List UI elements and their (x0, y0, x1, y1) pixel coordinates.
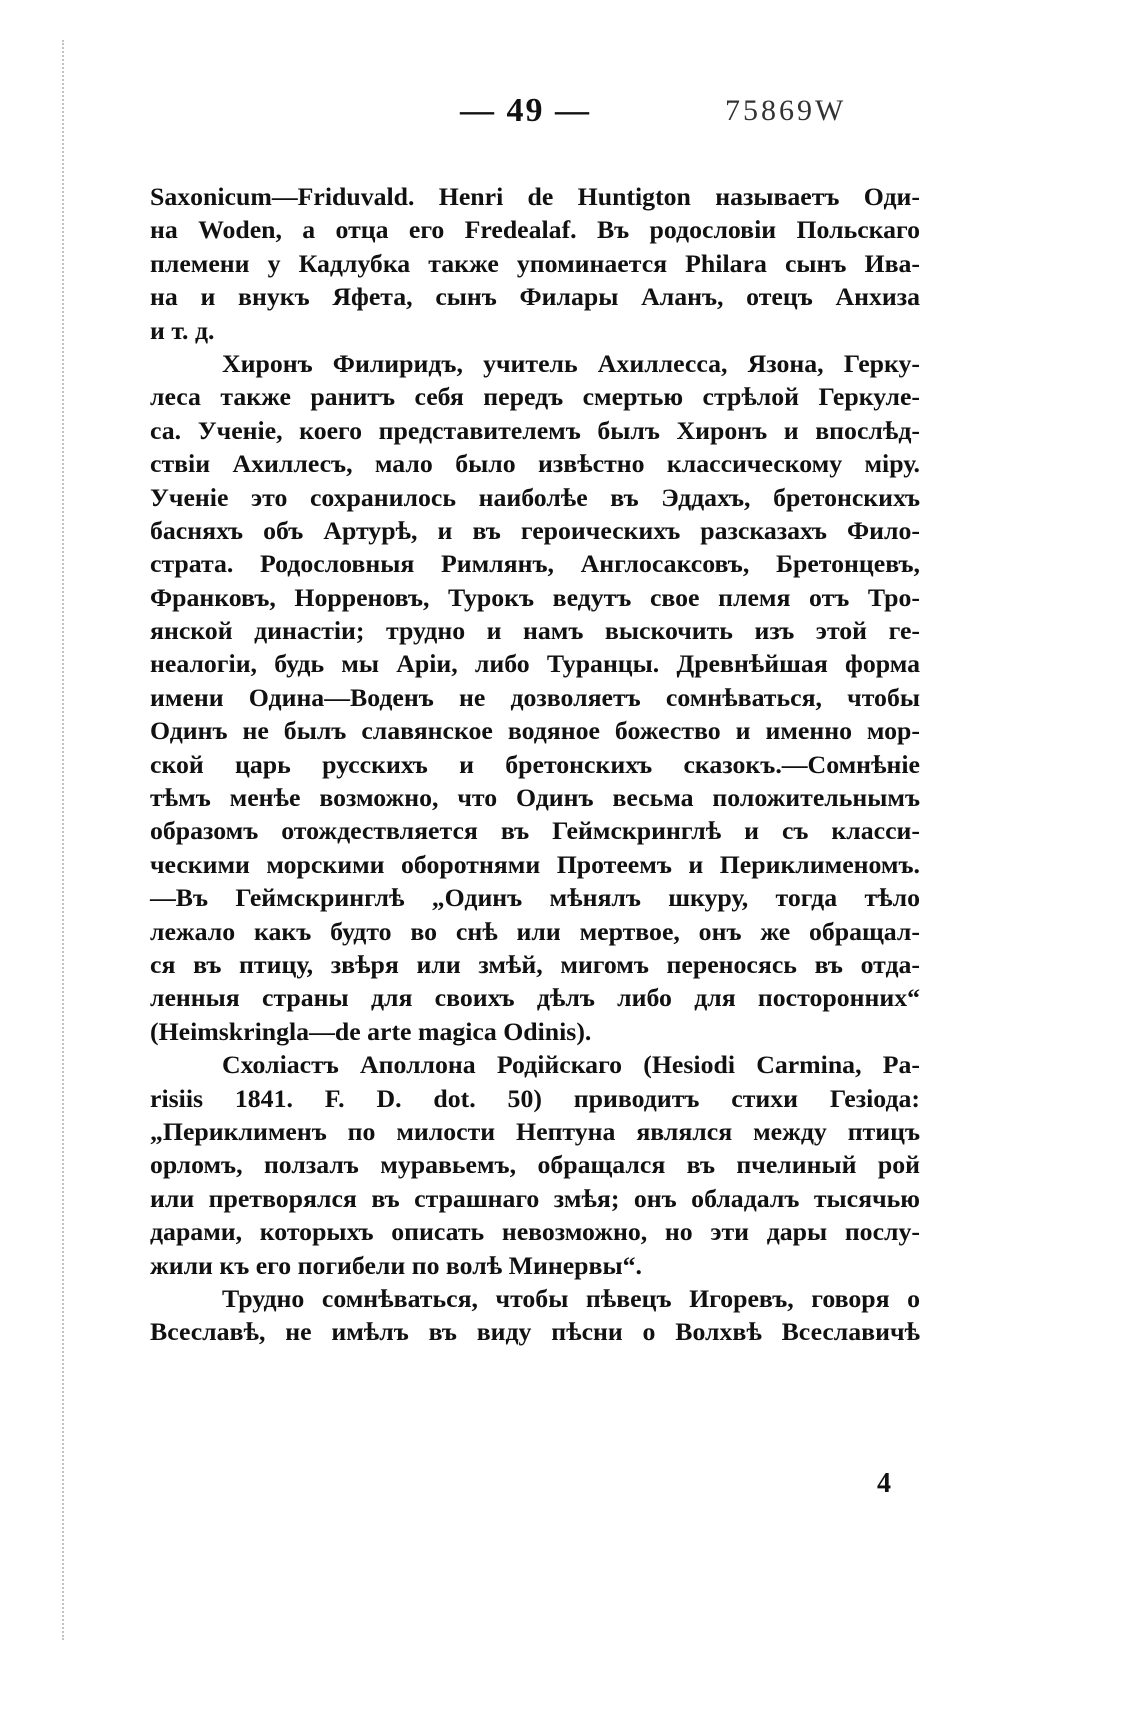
text-line: страта. Родословныя Римлянъ, Англосаксовъ, Бретонцевъ, (150, 549, 920, 579)
text-line: risiis 1841. F. D. dot. 50) приводитъ стихи Гезіода: (150, 1083, 920, 1113)
body-text (150, 180, 920, 1349)
text-line: —Въ Геймскринглѣ „Одинъ мѣнялъ шкуру, тогда тѣло (150, 883, 920, 913)
text-line: Ученіе это сохранилось наиболѣе въ Эддахъ, бретонскихъ (150, 482, 920, 512)
paragraph-start-line: Схоліастъ Аполлона Родійскаго (Hesiodi Carmina, Pa- (222, 1050, 920, 1080)
text-line: лежало какъ будто во снѣ или мертвое, онъ же обращал- (150, 916, 920, 946)
text-line: ческими морскими оборотнями Протеемъ и Периклименомъ. (150, 849, 920, 879)
text-line: на и внукъ Яфета, сынъ Филары Аланъ, отецъ Анхиза (150, 282, 920, 312)
text-line: леса также ранитъ себя передъ смертью стрѣлой Геркуле- (150, 382, 920, 412)
text-line: Одинъ не былъ славянское водяное божество и именно мор- (150, 716, 920, 746)
text-line: ствіи Ахиллесъ, мало было извѣстно классическому міру. (150, 449, 920, 479)
text-line: жили къ его погибели по волѣ Минервы“. (150, 1250, 642, 1280)
text-line: Франковъ, Норреновъ, Турокъ ведутъ свое племя отъ Тро- (150, 582, 920, 612)
text-line: янской династіи; трудно и намъ выскочить изъ этой ге- (150, 616, 920, 646)
text-line: ся въ птицу, звѣря или змѣй, мигомъ переносясь въ отда- (150, 949, 920, 979)
text-line: или претворялся въ страшнаго змѣя; онъ обладалъ тысячью (150, 1183, 920, 1213)
scan-margin-artifact (62, 40, 78, 1640)
text-line: ленныя страны для своихъ дѣлъ либо для посторонних“ (150, 983, 920, 1013)
text-line: тѣмъ менѣе возможно, что Одинъ весьма положительнымъ (150, 783, 920, 813)
text-line: орломъ, ползалъ муравьемъ, обращался въ пчелиный рой (150, 1150, 920, 1180)
text-line: племени у Кадлубка также упоминается Philara сынъ Ива- (150, 248, 920, 278)
text-line: и т. д. (150, 315, 215, 345)
text-line: Saxonicum—Friduvald. Henri de Huntigton называетъ Оди- (150, 182, 920, 211)
text-line: образомъ отождествляется въ Геймскринглѣ и съ класси- (150, 816, 920, 846)
text-line: дарами, которыхъ описать невозможно, но эти дары послу- (150, 1217, 920, 1247)
page-header (460, 92, 940, 142)
printer-signature-mark: 4 (877, 1468, 891, 1499)
paragraph-start-line: Трудно сомнѣваться, чтобы пѣвецъ Игоревъ, говоря о (222, 1283, 920, 1313)
text-line: „Периклименъ по милости Нептуна являлся между птицъ (150, 1116, 920, 1146)
text-line: имени Одина—Воденъ не дозволяетъ сомнѣваться, чтобы (150, 682, 920, 712)
library-stamp: 75869W (725, 94, 847, 127)
text-line: са. Ученіе, коего представителемъ былъ Хиронъ и впослѣд- (150, 415, 920, 445)
text-line: неалогіи, будь мы Аріи, либо Туранцы. Древнѣйшая форма (150, 649, 920, 679)
text-line: ской царь русскихъ и бретонскихъ сказокъ.—Сомнѣніе (150, 749, 920, 779)
paragraph-start-line: Хиронъ Филиридъ, учитель Ахиллесса, Язона, Герку- (222, 348, 920, 378)
text-line: на Woden, а отца его Fredealaf. Въ родословіи Польскаго (150, 215, 920, 245)
text-line: (Heimskringla—de arte magica Odinis). (150, 1016, 592, 1046)
page-number: — 49 — (460, 92, 591, 129)
text-line: Всеславѣ, не имѣлъ въ виду пѣсни о Волхвѣ Всеславичѣ (150, 1317, 920, 1347)
text-line: басняхъ объ Артурѣ, и въ героическихъ разсказахъ Фило- (150, 515, 920, 545)
